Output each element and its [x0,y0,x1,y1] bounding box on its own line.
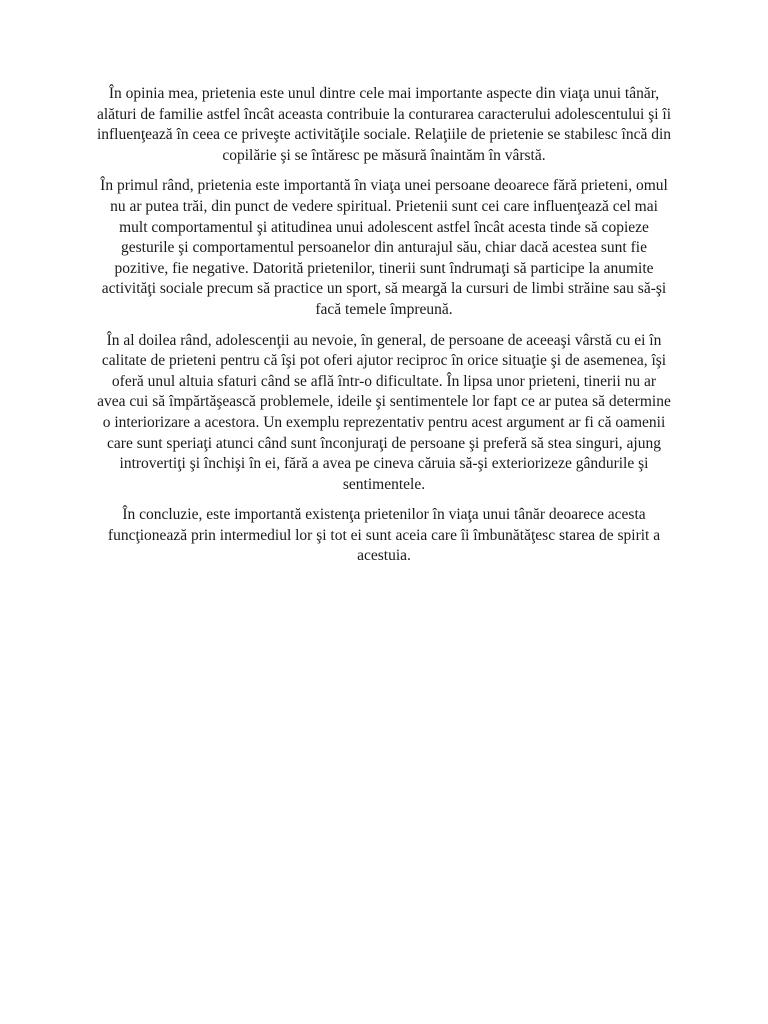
paragraph-conclusion: În concluzie, este importantă existenţa prietenilor în viaţa unui tânăr deoarece acesta funcţionează prin intermediul lor şi tot ei sunt aceia care îi îmbunătăţesc starea de spirit a acestuia. [107,506,661,565]
paragraph-intro: În opinia mea, prietenia este unul dintre cele mai importante aspecte din viaţa unui tânăr, alături de familie astfel încât aceasta contribuie la conturarea caracterului adolescentului şi îi influenţează în ceea ce priveşte activităţile sociale. Relaţiile de prietenie se stabilesc încă din copilărie şi se întăresc pe măsură înaintăm în vârstă. [96,85,672,164]
essay-text [96,84,672,577]
paragraph-first-argument: În primul rând, prietenia este importantă în viaţa unei persoane deoarece fără prieteni, omul nu ar putea trăi, din punct de vedere spiritual. Prietenii sunt cei care influenţează cel mai mult comportamentul şi atitudinea unui adolescent astfel încât acesta tinde să copieze gesturile şi comportamentul persoanelor din anturajul său, chiar dacă acestea sunt fie pozitive, fie negative. Datorită prietenilor, tinerii sunt îndrumaţi să participe la anumite activităţi sociale precum să practice un sport, să meargă la cursuri de limbi străine sau să-şi facă temele împreună. [100,177,668,318]
paragraph-second-argument: În al doilea rând, adolescenţii au nevoie, în general, de persoane de aceeaşi vârstă cu ei în calitate de prieteni pentru că îşi pot oferi ajutor reciproc în orice situaţie şi de asemenea, îşi oferă unul altuia sfaturi când se află într-o dificultate. În lipsa unor prieteni, tinerii nu ar avea cui să împărtăşească problemele, ideile şi sentimentele lor fapt ce ar putea să determine o interiorizare a acestora. Un exemplu reprezentativ pentru acest argument ar fi că oamenii care sunt speriaţi atunci când sunt înconjuraţi de persoane şi preferă să stea singuri, ajung introvertiţi şi închişi în ei, fără a avea pe cineva căruia să-şi exteriorizeze gândurile şi sentimentele. [97,331,671,493]
